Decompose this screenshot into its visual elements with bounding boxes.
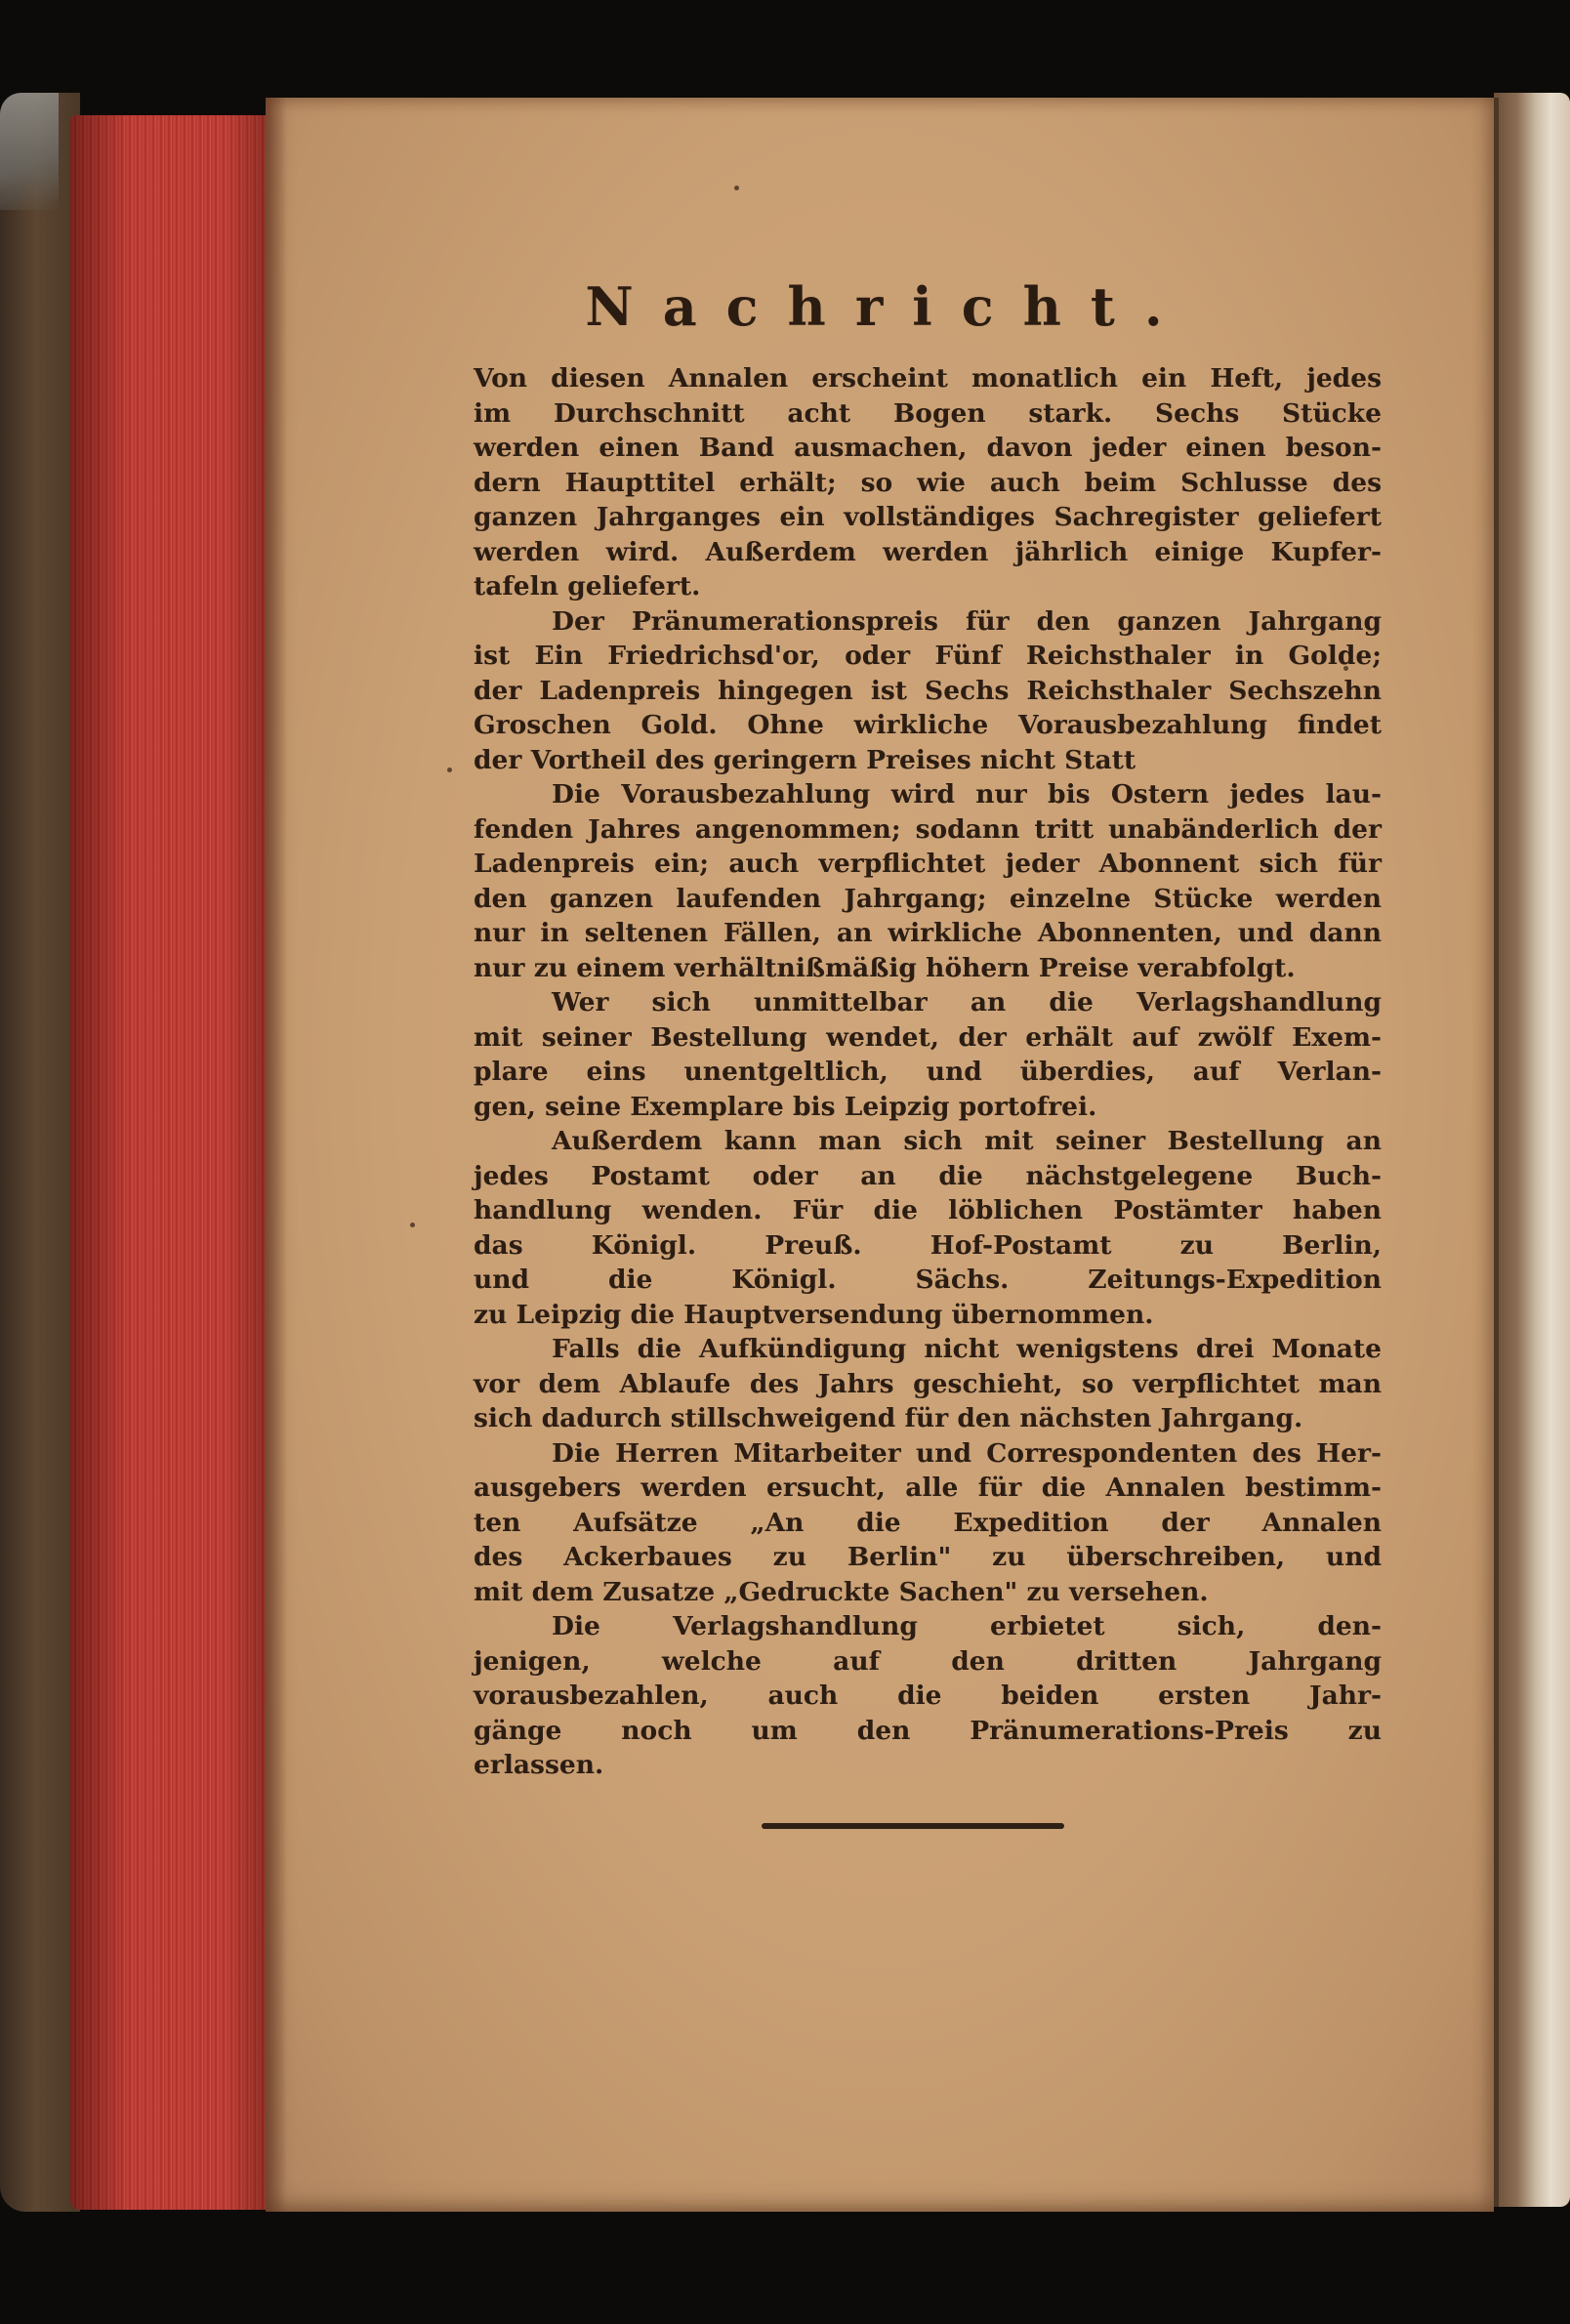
text-line: plare eins unentgeltlich, und überdies, auf Verlan- bbox=[474, 1057, 1382, 1087]
text-line: jenigen, welche auf den dritten Jahrgang bbox=[474, 1645, 1382, 1677]
text-line: des Ackerbaues zu Berlin" zu überschreiben, und bbox=[474, 1542, 1382, 1572]
page-gutter-shadow bbox=[266, 98, 287, 2212]
body-text bbox=[474, 361, 1382, 1783]
text-line: gen, seine Exemplare bis Leipzig portofrei. bbox=[474, 1091, 1097, 1122]
text-line: jedes Postamt oder an die nächstgelegene Buch- bbox=[474, 1160, 1382, 1191]
text-line: Wer sich unmittelbar an die Verlagshandlung bbox=[552, 987, 1382, 1017]
text-line: vor dem Ablaufe des Jahrs geschieht, so verpflichtet man bbox=[474, 1368, 1382, 1399]
text-line: Die Verlagshandlung erbietet sich, den- bbox=[552, 1611, 1382, 1641]
paper-speck bbox=[447, 768, 452, 772]
text-line: der Vortheil des geringern Preises nicht Statt bbox=[474, 744, 1136, 775]
text-line: ausgebers werden ersucht, alle für die Annalen bestimm- bbox=[474, 1473, 1382, 1503]
text-line: Von diesen Annalen erscheint monatlich ein Heft, jedes bbox=[474, 363, 1382, 394]
text-line: ganzen Jahrganges ein vollständiges Sachregister geliefert bbox=[474, 502, 1382, 532]
right-cover bbox=[1494, 93, 1570, 2207]
left-cover-corner bbox=[0, 93, 59, 210]
text-line: Groschen Gold. Ohne wirkliche Vorausbezahlung findet bbox=[474, 710, 1382, 740]
text-line: Die Vorausbezahlung wird nur bis Ostern jedes lau- bbox=[552, 779, 1382, 809]
left-cover bbox=[0, 93, 80, 2212]
text-line: der Ladenpreis hingegen ist Sechs Reichsthaler Sechszehn bbox=[474, 675, 1382, 706]
text-line: nur zu einem verhältnißmäßig höhern Preise verabfolgt. bbox=[474, 952, 1296, 983]
text-line: das Königl. Preuß. Hof-Postamt zu Berlin, bbox=[474, 1229, 1382, 1261]
closing-rule bbox=[762, 1823, 1064, 1829]
text-line: mit seiner Bestellung wendet, der erhält auf zwölf Exem- bbox=[474, 1021, 1382, 1053]
text-line: werden wird. Außerdem werden jährlich einige Kupfer- bbox=[474, 536, 1382, 567]
text-line: Die Herren Mitarbeiter und Correspondenten des Her- bbox=[552, 1437, 1382, 1469]
text-line: handlung wenden. Für die löblichen Postämter haben bbox=[474, 1195, 1382, 1225]
text-line: vorausbezahlen, auch die beiden ersten Jahr- bbox=[474, 1681, 1382, 1711]
text-line: nur in seltenen Fällen, an wirkliche Abonnenten, und dann bbox=[474, 918, 1382, 948]
text-line: Falls die Aufkündigung nicht wenigstens drei Monate bbox=[552, 1334, 1382, 1364]
text-line: dern Haupttitel erhält; so wie auch beim Schlusse des bbox=[474, 467, 1382, 498]
paper-speck bbox=[734, 186, 739, 190]
text-line: tafeln geliefert. bbox=[474, 571, 701, 602]
text-line: mit dem Zusatze „Gedruckte Sachen" zu versehen. bbox=[474, 1576, 1209, 1607]
text-line: sich dadurch stillschweigend für den nächsten Jahrgang. bbox=[474, 1403, 1303, 1433]
text-line: fenden Jahres angenommen; sodann tritt unabänderlich der bbox=[474, 813, 1382, 845]
page-edges-shade bbox=[70, 115, 266, 2210]
text-line: Der Pränumerationspreis für den ganzen Jahrgang bbox=[552, 605, 1382, 637]
text-line: gänge noch um den Pränumerations-Preis zu bbox=[474, 1715, 1382, 1746]
text-line: ist Ein Friedrichsd'or, oder Fünf Reichsthaler in Golde; bbox=[474, 641, 1382, 671]
text-line: im Durchschnitt acht Bogen stark. Sechs Stücke bbox=[474, 397, 1382, 429]
text-line: Ladenpreis ein; auch verpflichtet jeder Abonnent sich für bbox=[474, 849, 1382, 879]
page-title: Nachricht. bbox=[585, 275, 1192, 338]
text-line: ten Aufsätze „An die Expedition der Annalen bbox=[474, 1507, 1382, 1538]
text-line: werden einen Band ausmachen, davon jeder einen beson- bbox=[474, 433, 1382, 463]
text-line: Außerdem kann man sich mit seiner Bestellung an bbox=[552, 1126, 1382, 1156]
paper-speck bbox=[410, 1223, 415, 1227]
text-line: den ganzen laufenden Jahrgang; einzelne Stücke werden bbox=[474, 883, 1382, 914]
text-line: zu Leipzig die Hauptversendung übernommen. bbox=[474, 1299, 1154, 1330]
text-line: und die Königl. Sächs. Zeitungs-Expedition bbox=[474, 1265, 1382, 1295]
text-line: erlassen. bbox=[474, 1750, 604, 1780]
